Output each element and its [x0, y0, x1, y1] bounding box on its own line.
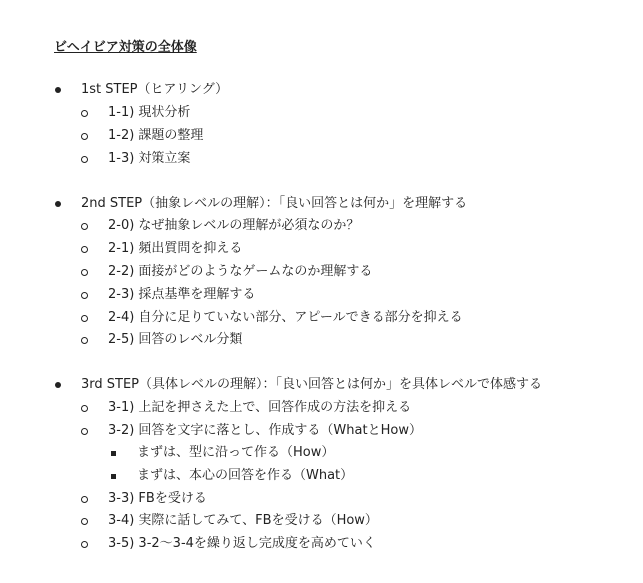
- step-1-heading: [0, 80, 643, 100]
- document-title: ビヘイビア対策の全体像: [54, 40, 197, 55]
- list-item: 1-3) 対策立案: [0, 149, 643, 169]
- list-item: 3-3) FBを受ける: [0, 489, 643, 509]
- list-item: 2-0) なぜ抽象レベルの理解が必須なのか？: [0, 216, 643, 236]
- sub-list-item: まずは、型に沿って作る（How）: [0, 443, 643, 463]
- list-item: 3-4) 実際に話してみて、FBを受ける（How）: [0, 511, 643, 531]
- sub-list-item: まずは、本心の回答を作る（What）: [0, 466, 643, 486]
- step-1-label: 1st STEP（ヒアリング）: [81, 82, 229, 97]
- list-item: 3-1) 上記を押さえた上で、回答作成の方法を抑える: [0, 398, 643, 418]
- bullet-marker: [53, 375, 63, 395]
- list-item: 1-2) 課題の整理: [0, 126, 643, 146]
- step-2-heading: [0, 194, 643, 214]
- bullet-marker: [53, 194, 63, 214]
- list-item: 2-5) 回答のレベル分類: [0, 330, 643, 350]
- list-item: 3-2) 回答を文字に落とし、作成する（WhatとHow）: [0, 421, 643, 441]
- list-item: 3-5) 3-2〜3-4を繰り返し完成度を高めていく: [0, 534, 643, 554]
- step-3-heading: [0, 375, 643, 395]
- list-item: 2-4) 自分に足りていない部分、アピールできる部分を抑える: [0, 308, 643, 328]
- list-item: 1-1) 現状分析: [0, 103, 643, 123]
- list-item: 2-3) 採点基準を理解する: [0, 285, 643, 305]
- step-2-label: 2nd STEP（抽象レベルの理解）：「良い回答とは何か」を理解する: [81, 196, 468, 211]
- list-item: 2-2) 面接がどのようなゲームなのか理解する: [0, 262, 643, 282]
- list-item: 2-1) 頻出質問を抑える: [0, 239, 643, 259]
- bullet-marker: [53, 80, 63, 100]
- step-3-label: 3rd STEP（具体レベルの理解）：「良い回答とは何か」を具体レベルで体感する: [81, 377, 543, 392]
